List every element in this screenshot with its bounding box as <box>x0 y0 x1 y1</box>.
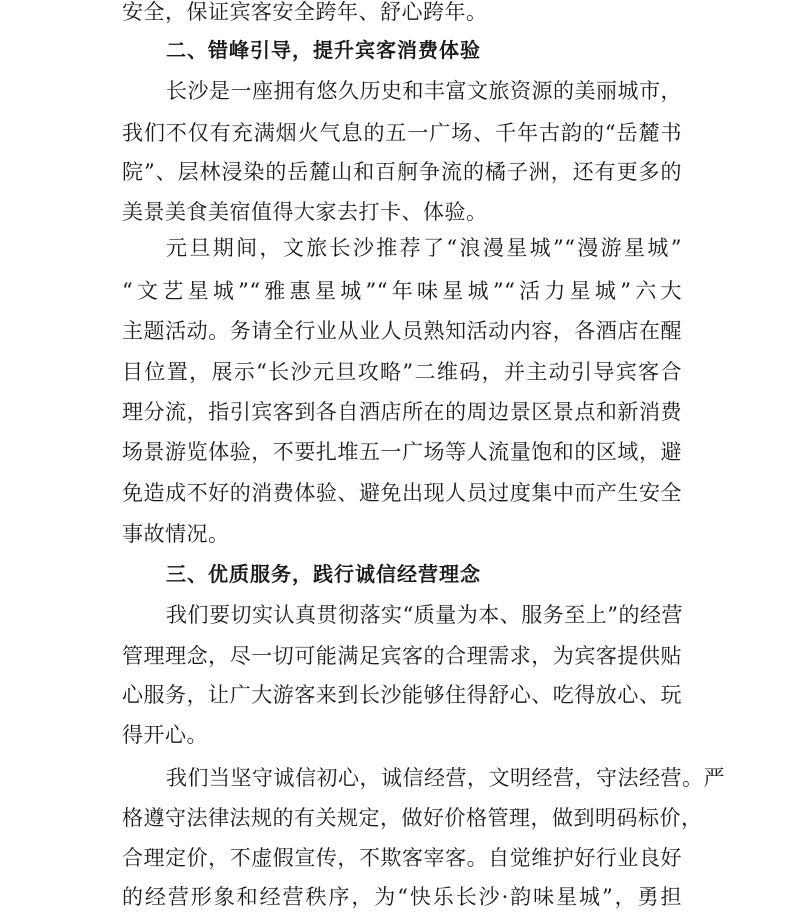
paragraph-line: 事故情况。 <box>122 522 230 546</box>
paragraph-line: 院”、层林浸染的岳麓山和百舸争流的橘子洲，还有更多的 <box>122 160 682 184</box>
paragraph-line: 长沙是一座拥有悠久历史和丰富文旅资源的美丽城市， <box>166 79 682 103</box>
paragraph-line: 场景游览体验，不要扎堆五一广场等人流量饱和的区域，避 <box>122 440 682 464</box>
paragraph-line: 我们要切实认真贯彻落实“质量为本、服务至上”的经营 <box>166 603 683 627</box>
paragraph-line: 元旦期间，文旅长沙推荐了“浪漫星城”“漫游星城” <box>166 236 682 260</box>
section-heading-3: 三、优质服务，践行诚信经营理念 <box>166 562 481 586</box>
paragraph-line: 目位置，展示“长沙元旦攻略”二维码，并主动引导宾客合 <box>122 360 682 384</box>
paragraph-line: 我们不仅有充满烟火气息的五一广场、千年古韵的“岳麓书 <box>122 121 682 145</box>
paragraph-line: “文艺星城”“雅惠星城”“年味星城”“活力星城”六大 <box>122 279 682 303</box>
paragraph-line: 主题活动。务请全行业从业人员熟知活动内容，各酒店在醒 <box>122 319 682 343</box>
paragraph-line: 的经营形象和经营秩序，为“快乐长沙·韵味星城”，勇担 <box>122 885 682 909</box>
paragraph-line: 我们当坚守诚信初心，诚信经营，文明经营，守法经营。严 <box>166 766 725 790</box>
section-heading-2: 二、错峰引导，提升宾客消费体验 <box>166 38 481 62</box>
paragraph-line: 美景美食美宿值得大家去打卡、体验。 <box>122 200 488 224</box>
paragraph-line: 管理理念，尽一切可能满足宾客的合理需求，为宾客提供贴 <box>122 644 682 668</box>
paragraph-line: 安全，保证宾客安全跨年、舒心跨年。 <box>122 0 488 24</box>
paragraph-line: 格遵守法律法规的有关规定，做好价格管理，做到明码标价， <box>122 806 703 830</box>
paragraph-line: 免造成不好的消费体验、避免出现人员过度集中而产生安全 <box>122 481 682 505</box>
paragraph-line: 合理定价，不虚假宣传，不欺客宰客。自觉维护好行业良好 <box>122 846 682 870</box>
paragraph-line: 得开心。 <box>122 723 208 747</box>
paragraph-line: 理分流，指引宾客到各自酒店所在的周边景区景点和新消费 <box>122 400 682 424</box>
paragraph-line: 心服务，让广大游客来到长沙能够住得舒心、吃得放心、玩 <box>122 683 682 707</box>
